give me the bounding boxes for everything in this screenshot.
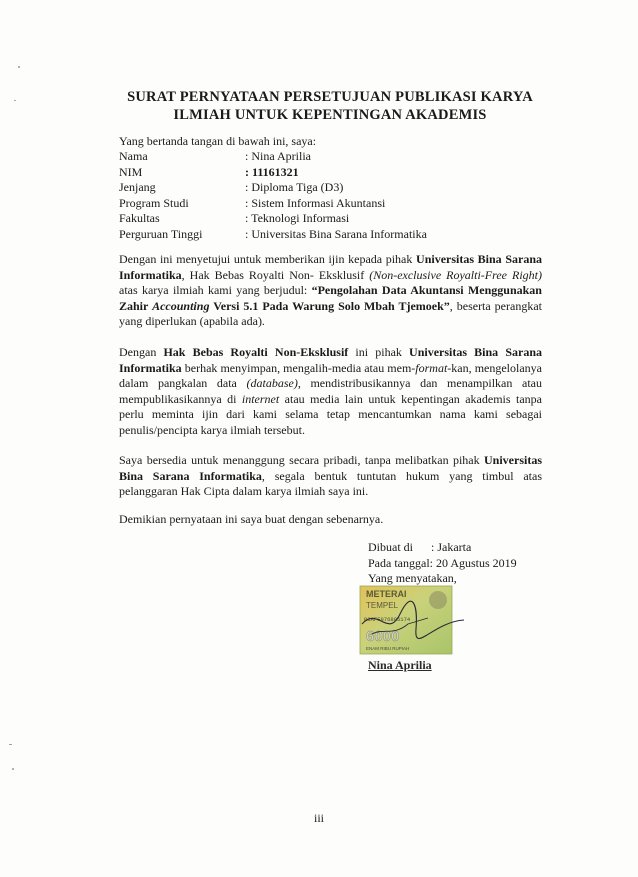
identity-fields <box>119 149 427 242</box>
text-run: Dengan <box>119 345 164 359</box>
field-row-nim <box>119 165 427 181</box>
university-name: Universitas Bina Sarana Informatika <box>119 453 542 483</box>
text-run: Saya bersedia untuk menanggung secara pribadi, tanpa melibatkan pihak <box>119 453 484 467</box>
field-label: Jenjang <box>119 180 156 194</box>
text-run: , Hak Bebas Royalti Non- Eksklusif <box>181 267 370 282</box>
field-label: Perguruan Tinggi <box>119 226 203 241</box>
thesis-title-part: Versi 5.1 Pada Warung Solo Mbah Tjemoek” <box>209 298 450 313</box>
text-run: berhak menyimpan, mengalih-media atau mem- <box>181 360 416 375</box>
intro-text: Yang bertanda tangan di bawah ini, saya: <box>119 134 317 148</box>
scan-speck <box>12 768 14 770</box>
text-run: -kan, mengelolanya dalam pangkalan data <box>119 360 542 390</box>
field-value: : Teknologi Informasi <box>245 211 350 225</box>
scan-speck <box>9 744 12 745</box>
field-row-nama <box>119 149 427 165</box>
scan-speck <box>14 100 16 101</box>
text-run: , segala bentuk tuntutan hukum yang timbul atas pelanggaran Hak Cipta dalam karya ilmiah saya ini. <box>119 468 543 498</box>
field-value: : 11161321 <box>245 164 299 179</box>
university-name: Universitas Bina Sarana Informatika <box>119 345 542 375</box>
stamp-words: ENAM RIBU RUPIAH <box>366 646 410 651</box>
field-row-perguruan-tinggi <box>119 227 427 243</box>
stamp-value: 6000 <box>366 628 400 645</box>
text-run: , beserta perangkat yang diperlukan (apabila ada). <box>119 298 542 328</box>
text-run-italic: format <box>415 360 448 375</box>
text-run: atau media lain untuk kepentingan akademis tanpa perlu meminta ijin dari kami selama tetap mencantumkan nama kami sebagai penulis/pencipta karya ilmiah tersebut. <box>119 391 542 437</box>
field-value: : Sistem Informasi Akuntansi <box>245 195 386 210</box>
paragraph-permission <box>119 252 542 330</box>
page-number: iii <box>313 811 324 825</box>
signature-place: Dibuat di : Jakarta <box>368 540 472 554</box>
field-label: Nama <box>119 149 148 163</box>
paragraph-rights <box>119 345 542 438</box>
scan-speck <box>18 66 20 68</box>
stamp-text-1: METERAI <box>366 589 407 599</box>
field-value: : Diploma Tiga (D3) <box>245 180 344 194</box>
university-name: Universitas Bina Sarana Informatika <box>119 252 542 282</box>
signature-date: Pada tanggal: 20 Agustus 2019 <box>368 555 517 570</box>
signature-block <box>368 540 517 587</box>
field-value: : Nina Aprilia <box>245 149 311 163</box>
field-row-jenjang <box>119 180 427 196</box>
signature-closing: Yang menyatakan, <box>368 571 457 585</box>
paragraph-liability <box>119 453 542 500</box>
title-line-1: SURAT PERNYATAAN PERSETUJUAN PUBLIKASI KARYA <box>127 89 533 105</box>
text-run-italic: (database) <box>246 376 298 390</box>
text-run-italic: (Non-exclusive Royalti-Free Right) <box>369 267 542 282</box>
document-title <box>110 88 550 124</box>
title-line-2: ILMIAH UNTUK KEPENTINGAN AKADEMIS <box>173 107 487 123</box>
field-row-fakultas <box>119 211 427 227</box>
field-label: Program Studi <box>119 195 189 210</box>
text-run-italic: internet <box>241 391 280 406</box>
field-label: NIM <box>119 164 143 179</box>
thesis-title-part: “Pengolahan Data Akuntansi Menggunakan Zahir <box>119 283 542 313</box>
text-run-bold: Hak Bebas Royalti Non-Eksklusif <box>163 345 349 359</box>
text-run: ini pihak <box>348 345 410 359</box>
signer-name: Nina Aprilia <box>368 658 432 672</box>
text-run: Dengan ini menyetujui untuk memberikan ijin kepada pihak <box>119 252 417 266</box>
text-run: atas karya ilmiah kami yang berjudul: <box>119 283 312 297</box>
garuda-emblem-icon <box>429 591 447 609</box>
stamp-serial: B3AFF976885174 <box>364 616 411 623</box>
field-label: Fakultas <box>119 211 160 225</box>
revenue-stamp <box>358 584 468 656</box>
stamp-text-2: TEMPEL <box>366 601 399 610</box>
paragraph-closing: Demikian pernyataan ini saya buat dengan sebenarnya. <box>119 512 384 526</box>
thesis-title-italic: Accounting <box>152 298 210 313</box>
field-row-program-studi <box>119 196 427 212</box>
text-run: , mendistribusikannya dan menampilkan atau mempublikasikannya di <box>119 376 542 406</box>
field-value: : Universitas Bina Sarana Informatika <box>245 226 427 241</box>
